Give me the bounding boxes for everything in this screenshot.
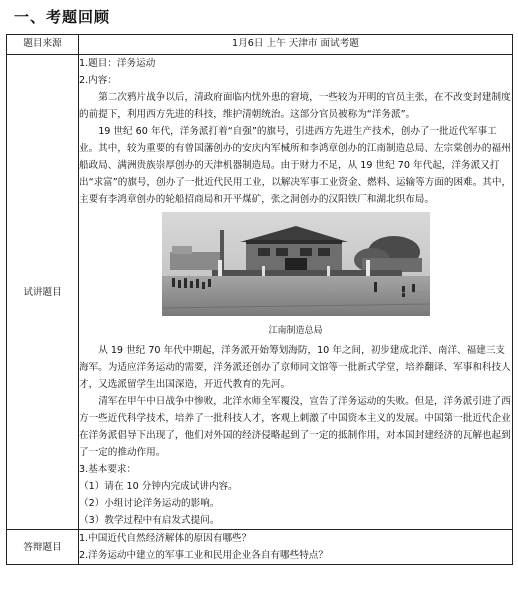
- source-label: 题目来源: [7, 35, 79, 55]
- answer-row: [7, 530, 513, 565]
- photo-caption: 江南制造总局: [268, 326, 323, 336]
- section-heading: 一、考题回顾: [14, 8, 111, 26]
- requirement-3: （3）教学过程中有启发式提问。: [79, 515, 220, 526]
- answer-content: [79, 530, 513, 565]
- answer-question-2: 2.洋务运动中建立的军事工业和民用企业各自有哪些特点？: [79, 550, 328, 561]
- source-value: 1月6日 上午 天津市 面试考题: [79, 35, 513, 55]
- header-row: [7, 35, 513, 55]
- content-label: 2.内容：: [79, 75, 117, 86]
- factory-gate-photo-icon: [162, 212, 430, 316]
- exam-table: [6, 34, 513, 565]
- topic-line: 1.题目：洋务运动: [79, 58, 156, 69]
- requirement-2: （2）小组讨论洋务运动的影响。: [79, 498, 220, 509]
- paragraph-4: 清军在甲午中日战争中惨败，北洋水师全军覆没，宣告了洋务运动的失败。但是，洋务派引进了西方一些近代科学技术，培养了一批科技人才，客观上刺激了中国资本主义的发展。中国第一批近代企业在洋务派倡导下出现了，他们对外国的经济侵略起到了一定的抵制作用，对本国封建经济的瓦解也起到了一定的推动作用。: [79, 396, 511, 458]
- paragraph-2: 19 世纪 60 年代，洋务派打着“自强”的旗号，引进西方先进生产技术，创办了一批近代军事工业。其中，较为重要的有曾国藩创办的安庆内军械所和李鸿章创办的江南制造总局、左宗棠创办的福州船政局、满洲贵族崇厚创办的天津机器制造局。由于财力不足，从 19 世纪 70 年代起，洋务派又打出“求富”的旗号，创办了一批近代民用工业，以解决军事工业资金、燃料、运输等方面的困难。其中，主要有李鸿章创办的轮船招商局和开平煤矿，张之洞创办的汉阳铁厂和湖北织布局。: [79, 126, 512, 205]
- answer-question-1: 1.中国近代自然经济解体的原因有哪些？: [79, 533, 252, 544]
- paragraph-3: 从 19 世纪 70 年代中期起，洋务派开始筹划海防，10 年之间，初步建成北洋、南洋、福建三支海军。为适应洋务运动的需要，洋务派还创办了京师同文馆等一批新式学堂，培养翻译、军事和科技人才，又选派留学生出国深造，开近代教育的先河。: [79, 345, 511, 390]
- lecture-row: [7, 55, 513, 530]
- photo-container: [79, 212, 512, 322]
- lecture-content: [79, 55, 513, 530]
- lecture-label: 试讲题目: [7, 55, 79, 530]
- requirement-1: （1）请在 10 分钟内完成试讲内容。: [79, 481, 238, 492]
- paragraph-1: 第二次鸦片战争以后，清政府面临内忧外患的窘境，一些较为开明的官员主张，在不改变封建制度的前提下，利用西方先进的科技，维护清朝统治。这部分官员被称为“洋务派”。: [79, 92, 511, 120]
- requirements-title: 3.基本要求：: [79, 464, 137, 475]
- answer-label: 答辩题目: [7, 530, 79, 565]
